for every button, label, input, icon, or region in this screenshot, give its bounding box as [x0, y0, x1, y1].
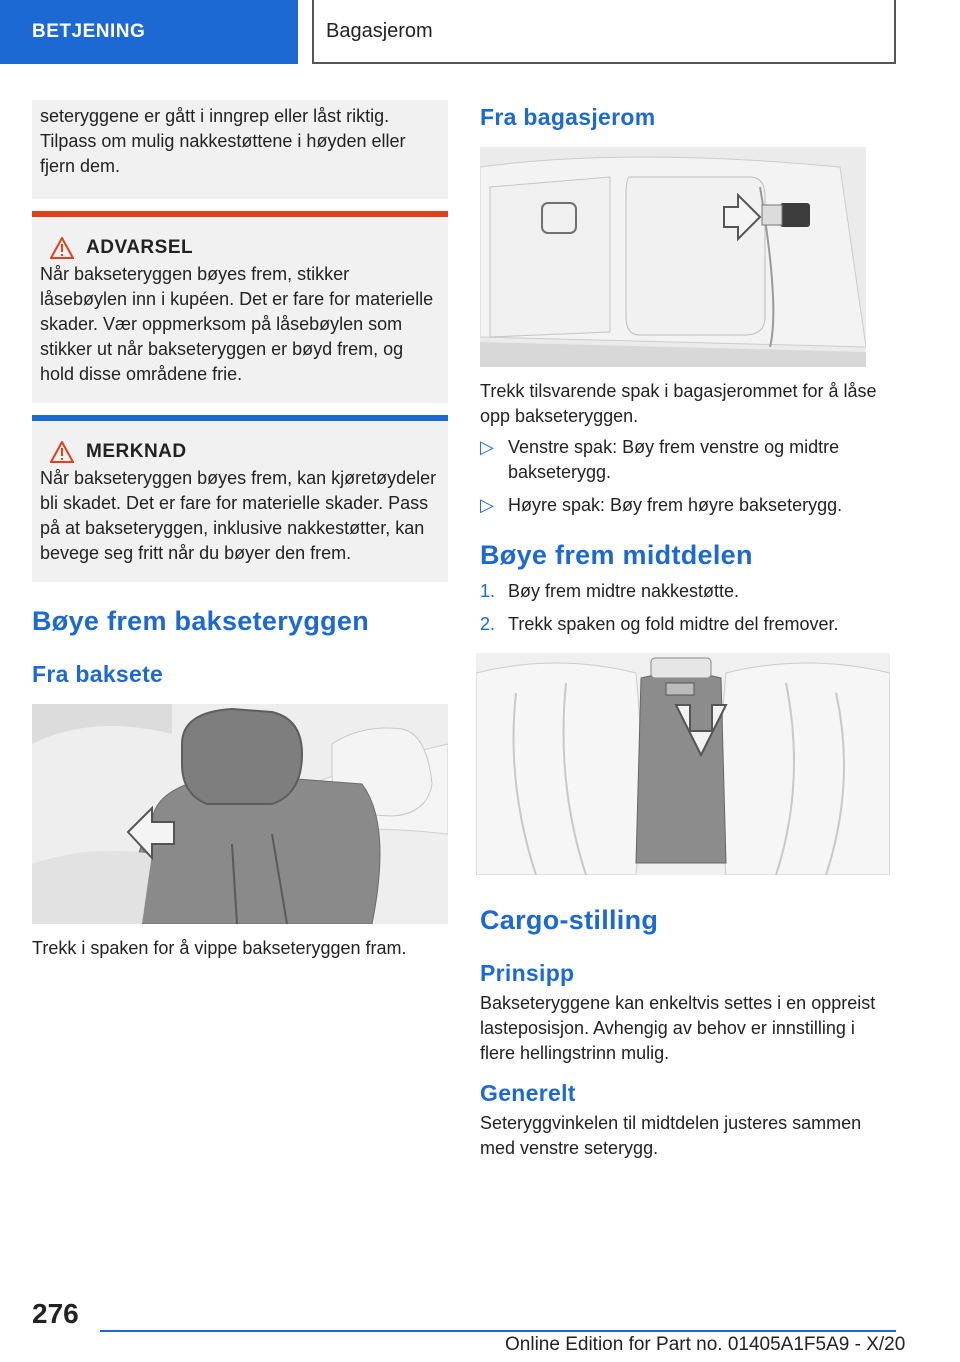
warning-title: ADVARSEL [86, 237, 194, 258]
footer-divider [100, 1330, 896, 1332]
middle-seat-graphic [476, 653, 890, 875]
triangle-bullet-icon: ▷ [480, 437, 494, 457]
subheading-general: Generelt [480, 1080, 576, 1106]
rear-seat-caption: Trekk i spaken for å vippe bakseteryggen fram. [32, 938, 407, 958]
subheading-from-rear-seat: Fra baksete [32, 661, 164, 687]
cargo-paragraph: Trekk tilsvarende spak i bagasjerommet for å låse opp bakseteryggen. [480, 381, 877, 426]
general-text: Seteryggvinkelen til midtdelen justeres sammen med venstre seterygg. [480, 1113, 862, 1158]
step-number: 1. [480, 581, 496, 601]
rear-seat-lever-illustration [32, 704, 448, 924]
list-item [480, 435, 892, 485]
intro-box [32, 100, 448, 199]
bullet-text: Venstre spak: Bøy frem venstre og midtre bakseterygg. [508, 437, 840, 482]
chapter-header [312, 0, 896, 64]
caution-triangle-icon [50, 441, 74, 463]
intro-text: seteryggene er gått i inngrep eller låst riktig. Tilpass om mulig nakkestøttene i høyden eller fjern dem. [40, 106, 406, 176]
note-title: MERKNAD [86, 441, 187, 462]
list-item [480, 612, 892, 637]
footer-edition: Online Edition for Part no. 01405A1F5A9 - X/20 [505, 1334, 906, 1355]
page-number: 276 [32, 1298, 79, 1329]
chapter-title: Bagasjerom [326, 19, 433, 42]
list-item [480, 493, 892, 518]
subheading-principle: Prinsipp [480, 960, 575, 986]
middle-seat-illustration [476, 653, 890, 875]
cargo-lever-illustration [480, 147, 866, 367]
section-heading-rear-seat: Bøye frem bakseteryggen [32, 606, 370, 636]
section-label: BETJENING [32, 21, 146, 42]
subheading-from-cargo: Fra bagasjerom [480, 104, 656, 130]
bullet-text: Høyre spak: Bøy frem høyre bakseterygg. [508, 495, 843, 515]
warning-text: Når bakseteryggen bøyes frem, stikker låsebøylen inn i kupéen. Det er fare for materielle skader. Vær oppmerksom på låsebøylen som stikker ut når bakseteryggen er bøyd frem, og hold disse områdene frie. [40, 264, 434, 384]
cargo-illustration-graphic [480, 147, 866, 367]
step-number: 2. [480, 614, 496, 634]
steps-list [480, 579, 892, 637]
triangle-bullet-icon: ▷ [480, 495, 494, 515]
note-text: Når bakseteryggen bøyes frem, kan kjøretøydeler bli skadet. Det er fare for materielle skader. Pass på at bakseteryggen, inklusive nakkestøtter, kan bevege seg fritt når du bøyer den frem. [40, 468, 437, 563]
left-column [32, 100, 448, 961]
seat-illustration-graphic [32, 704, 448, 924]
warning-triangle-icon [50, 237, 74, 259]
step-text: Trekk spaken og fold midtre del fremover. [508, 614, 839, 634]
note-box [32, 415, 448, 582]
lever-bullet-list [480, 435, 892, 518]
section-tab [0, 0, 298, 64]
principle-text: Bakseteryggene kan enkeltvis settes i en oppreist lasteposisjon. Avhengig av behov er innstilling i flere hellingstrinn mulig. [480, 993, 876, 1063]
right-column [480, 100, 892, 1161]
section-heading-cargo: Cargo-stilling [480, 905, 659, 935]
step-text: Bøy frem midtre nakkestøtte. [508, 581, 740, 601]
list-item [480, 579, 892, 604]
section-heading-middle: Bøye frem midtdelen [480, 540, 753, 570]
warning-box [32, 211, 448, 403]
